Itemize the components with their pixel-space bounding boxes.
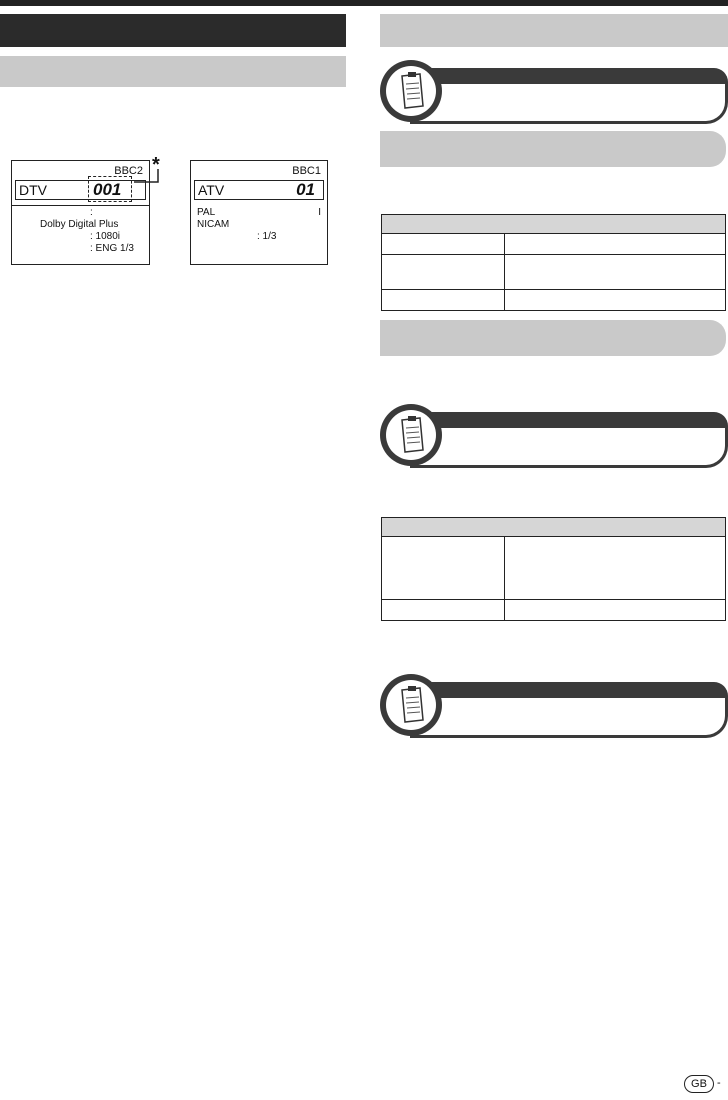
osd-channel-band	[194, 180, 324, 200]
notepad-icon	[386, 680, 436, 730]
osd-source-label: ATV	[198, 182, 225, 198]
osd-info-line-3: : 1080i	[90, 231, 121, 242]
notepad-icon	[386, 66, 436, 116]
note-box	[380, 404, 728, 468]
osd-info-line-2: NICAM	[197, 219, 230, 230]
section-header-right	[380, 14, 728, 47]
section-header-dark	[0, 14, 346, 47]
subsection-header	[380, 320, 726, 356]
osd-dtv-panel	[11, 160, 150, 265]
osd-divider	[12, 205, 149, 206]
osd-channel-band	[15, 180, 146, 200]
osd-channel-name: BBC1	[292, 165, 321, 177]
osd-info-line-2: Dolby Digital Plus	[40, 219, 119, 230]
note-box	[380, 60, 728, 124]
osd-atv-panel	[190, 160, 328, 265]
info-table	[381, 214, 726, 311]
info-table	[381, 517, 726, 621]
region-badge: GB	[684, 1075, 714, 1093]
osd-channel-name: BBC2	[114, 165, 143, 177]
top-border	[0, 0, 728, 6]
osd-info-line-1: :	[90, 207, 93, 218]
osd-source-label: DTV	[19, 182, 47, 198]
page-dash: -	[717, 1077, 721, 1089]
subsection-header	[380, 131, 726, 167]
osd-info-line-3: : 1/3	[257, 231, 277, 242]
osd-info-line-1: PAL	[197, 207, 216, 218]
osd-info-line-1-right: I	[318, 207, 321, 218]
notepad-icon	[386, 410, 436, 460]
note-box	[380, 674, 728, 738]
section-header-light	[0, 56, 346, 87]
osd-channel-number: 01	[296, 180, 315, 199]
osd-info-line-4: : ENG 1/3	[90, 243, 134, 254]
asterisk-marker: *	[152, 154, 160, 176]
osd-channel-number: 001	[93, 180, 122, 199]
